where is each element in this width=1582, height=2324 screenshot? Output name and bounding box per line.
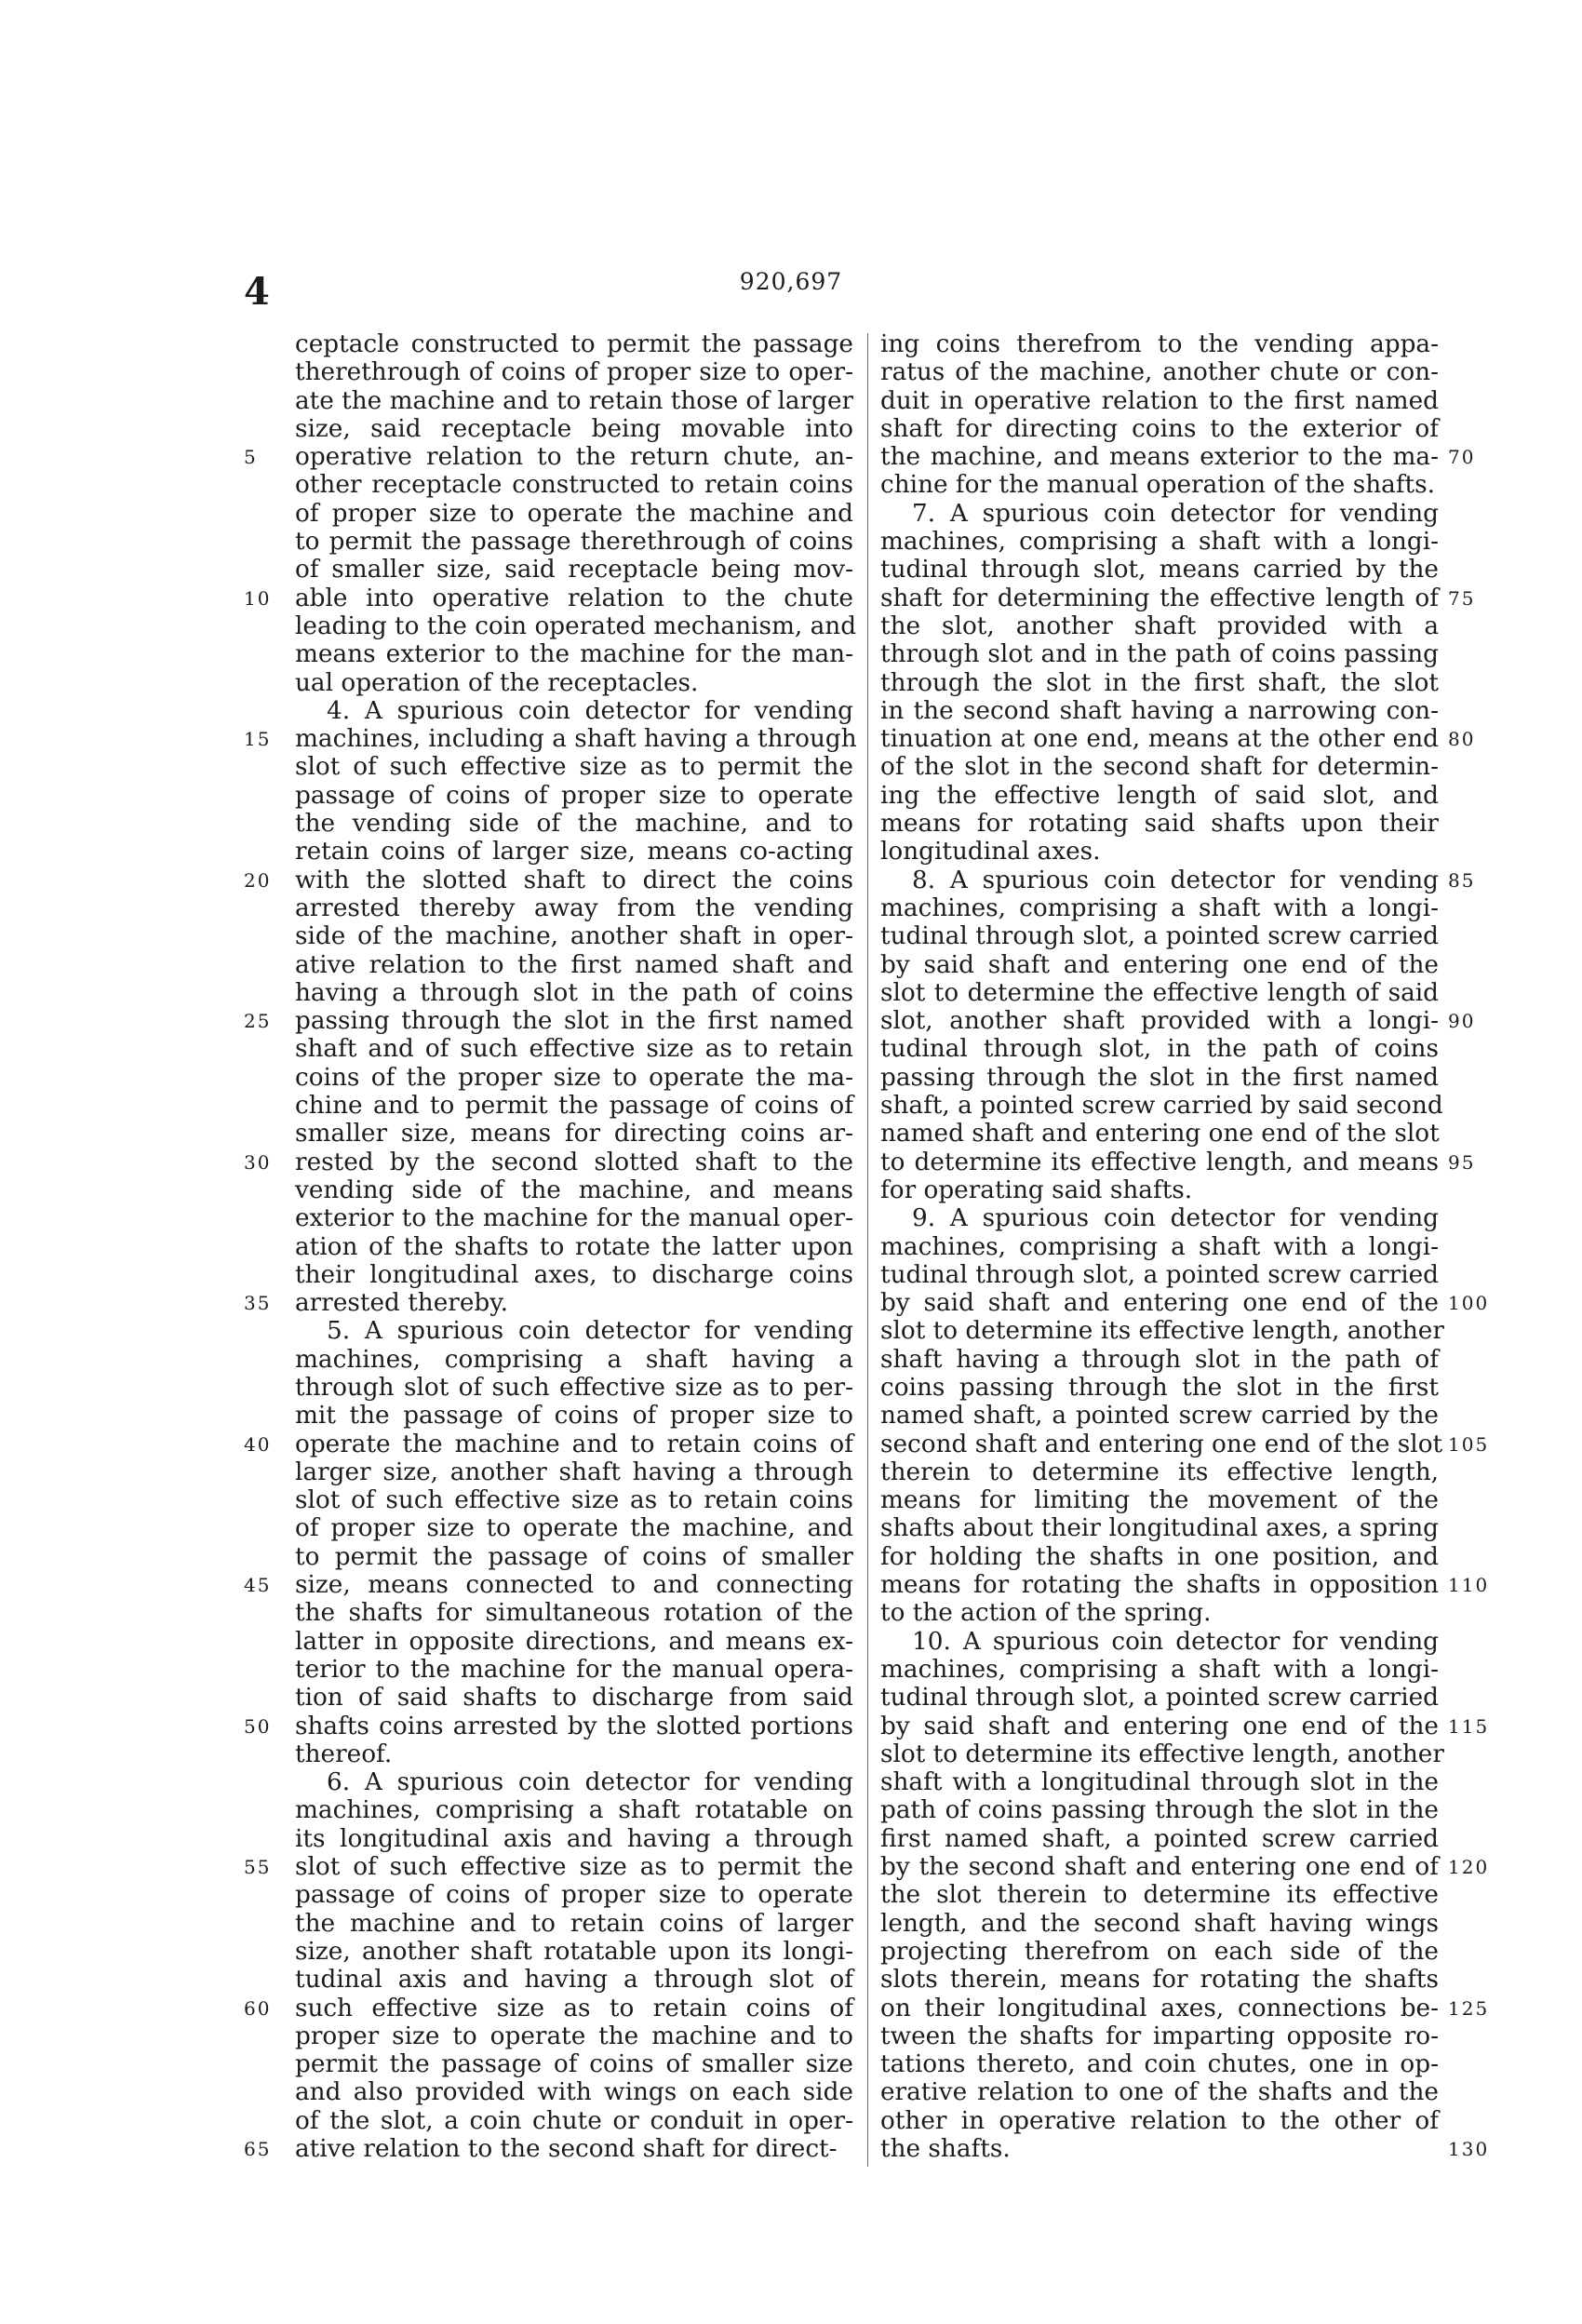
text-line: shaft and of such effective size as to retain: [295, 1035, 853, 1064]
line-number: 80: [1448, 728, 1476, 751]
text-line: machines, comprising a shaft with a longi-: [880, 1232, 1439, 1261]
text-line: named shaft, a pointed screw carried by the: [880, 1402, 1439, 1431]
text-line: tudinal through slot, means carried by the: [880, 556, 1439, 584]
line-number: 95: [1448, 1150, 1476, 1174]
text-line: 9. A spurious coin detector for vending: [912, 1204, 1439, 1233]
line-number: 50: [244, 1714, 272, 1738]
text-line: such effective size as to retain coins of: [295, 1994, 853, 2022]
text-line: therethrough of coins of proper size to oper-: [295, 358, 853, 387]
text-line: size, said receptacle being movable into: [295, 414, 853, 443]
line-number: 10: [244, 586, 272, 610]
text-line: passage of coins of proper size to operate: [295, 1881, 853, 1910]
text-line: shafts about their longitudinal axes, a spring: [880, 1514, 1439, 1543]
line-number: 100: [1448, 1292, 1490, 1315]
text-line: able into operative relation to the chute: [295, 584, 853, 612]
text-line: through slot and in the path of coins passing: [880, 640, 1439, 669]
text-line: retain coins of larger size, means co-acting: [295, 838, 853, 866]
text-line: ative relation to the first named shaft and: [295, 950, 853, 979]
text-line: tudinal through slot, a pointed screw carried: [880, 1260, 1439, 1289]
text-line: ation of the shafts to rotate the latter upon: [295, 1232, 853, 1261]
text-line: arrested thereby.: [295, 1289, 508, 1318]
text-line: on their longitudinal axes, connections be-: [880, 1994, 1439, 2022]
text-line: in the second shaft having a narrowing con-: [880, 696, 1439, 725]
text-line: the slot therein to determine its effective: [880, 1881, 1439, 1910]
text-line: vending side of the machine, and means: [295, 1175, 853, 1204]
text-line: first named shaft, a pointed screw carried: [880, 1824, 1439, 1853]
text-line: slot to determine the effective length of said: [880, 978, 1439, 1007]
line-number: 60: [244, 1996, 272, 2020]
page-number: 4: [244, 270, 268, 314]
text-line: size, another shaft rotatable upon its longi-: [295, 1937, 853, 1966]
text-line: tween the shafts for imparting opposite ro-: [880, 2022, 1439, 2050]
text-line: machines, comprising a shaft with a longi-: [880, 1655, 1439, 1684]
text-line: for operating said shafts.: [880, 1175, 1193, 1204]
text-line: to the action of the spring.: [880, 1599, 1212, 1628]
text-line: coins passing through the slot in the first: [880, 1373, 1439, 1402]
text-line: machines, comprising a shaft with a longi-: [880, 893, 1439, 922]
text-line: of the slot, a coin chute or conduit in oper-: [295, 2106, 853, 2135]
text-line: larger size, another shaft having a through: [295, 1458, 853, 1486]
text-line: the slot, another shaft provided with a: [880, 611, 1439, 640]
text-line: tinuation at one end, means at the other end: [880, 725, 1439, 754]
text-line: permit the passage of coins of smaller size: [295, 2050, 853, 2079]
text-line: machines, comprising a shaft with a longi-: [880, 528, 1439, 557]
line-number: 15: [244, 728, 272, 751]
line-number: 35: [244, 1292, 272, 1315]
text-line: therein to determine its effective length,: [880, 1458, 1439, 1486]
text-line: path of coins passing through the slot in the: [880, 1796, 1439, 1825]
text-line: ratus of the machine, another chute or con-: [880, 358, 1439, 387]
line-number: 120: [1448, 1856, 1490, 1879]
text-line: mit the passage of coins of proper size to: [295, 1402, 853, 1431]
text-line: 5. A spurious coin detector for vending: [327, 1317, 853, 1346]
line-number: 85: [1448, 868, 1476, 892]
text-line: ate the machine and to retain those of larger: [295, 386, 854, 415]
left-text-column: [295, 330, 857, 2163]
text-line: side of the machine, another shaft in oper-: [295, 922, 853, 951]
text-line: by said shaft and entering one end of the: [880, 950, 1439, 979]
text-line: shaft with a longitudinal through slot in the: [880, 1768, 1439, 1797]
text-line: exterior to the machine for the manual oper-: [295, 1204, 853, 1233]
text-line: passing through the slot in the first named: [295, 1007, 853, 1036]
text-line: the vending side of the machine, and to: [295, 810, 853, 839]
line-number: 115: [1448, 1714, 1490, 1738]
text-line: to permit the passage therethrough of coins: [295, 528, 853, 557]
text-line: second shaft and entering one end of the slot: [880, 1430, 1443, 1458]
text-line: smaller size, means for directing coins ar-: [295, 1120, 853, 1149]
text-line: tion of said shafts to discharge from said: [295, 1684, 853, 1713]
text-line: ative relation to the second shaft for direct-: [295, 2135, 838, 2163]
line-number: 25: [244, 1010, 272, 1033]
text-line: with the slotted shaft to direct the coins: [295, 866, 853, 894]
text-line: shafts coins arrested by the slotted portions: [295, 1712, 853, 1740]
text-line: slot of such effective size as to permit the: [295, 1853, 853, 1882]
text-line: proper size to operate the machine and to: [295, 2022, 853, 2050]
text-line: passing through the slot in the first named: [880, 1063, 1439, 1092]
text-line: slot, another shaft provided with a longi-: [880, 1007, 1439, 1036]
text-line: terior to the machine for the manual opera-: [295, 1655, 853, 1684]
text-line: projecting therefrom on each side of the: [880, 1937, 1439, 1966]
text-line: 10. A spurious coin detector for vending: [912, 1627, 1439, 1656]
text-line: ing coins therefrom to the vending appa-: [880, 330, 1439, 358]
text-line: for holding the shafts in one position, and: [880, 1542, 1439, 1571]
line-number: 30: [244, 1150, 272, 1174]
text-line: slot of such effective size as to permit the: [295, 753, 853, 782]
text-line: by the second shaft and entering one end of: [880, 1853, 1439, 1882]
text-line: thereof.: [295, 1740, 393, 1768]
text-line: tudinal through slot, a pointed screw carried: [880, 1684, 1439, 1713]
line-number: 130: [1448, 2138, 1490, 2161]
text-line: means for rotating the shafts in opposition: [880, 1571, 1439, 1600]
text-line: chine for the manual operation of the shafts.: [880, 471, 1435, 500]
text-line: operate the machine and to retain coins of: [295, 1430, 853, 1458]
line-number: 40: [244, 1432, 272, 1456]
text-line: 4. A spurious coin detector for vending: [327, 696, 853, 725]
text-line: shaft having a through slot in the path of: [880, 1345, 1439, 1374]
right-text-column: [880, 330, 1444, 2163]
text-line: other receptacle constructed to retain coins: [295, 471, 853, 500]
text-line: of the slot in the second shaft for determin-: [880, 753, 1439, 782]
text-line: its longitudinal axis and having a through: [295, 1824, 853, 1853]
line-number: 125: [1448, 1996, 1490, 2020]
text-line: tudinal through slot, in the path of coins: [880, 1035, 1439, 1064]
text-line: passage of coins of proper size to operate: [295, 781, 853, 810]
text-line: 8. A spurious coin detector for vending: [912, 866, 1439, 894]
text-line: of proper size to operate the machine and: [295, 499, 853, 528]
text-line: through the slot in the first shaft, the slot: [880, 668, 1439, 697]
line-number: 45: [244, 1574, 272, 1597]
text-line: other in operative relation to the other of: [880, 2106, 1439, 2135]
text-line: by said shaft and entering one end of the: [880, 1712, 1439, 1740]
line-number: 55: [244, 1856, 272, 1879]
text-line: 6. A spurious coin detector for vending: [327, 1768, 853, 1797]
text-line: machines, comprising a shaft rotatable on: [295, 1796, 853, 1825]
text-line: rested by the second slotted shaft to the: [295, 1148, 853, 1176]
text-line: leading to the coin operated mechanism, and: [295, 611, 857, 640]
line-number: 110: [1448, 1574, 1490, 1597]
text-line: coins of the proper size to operate the ma-: [295, 1063, 853, 1092]
text-line: having a through slot in the path of coins: [295, 978, 853, 1007]
text-line: ing the effective length of said slot, and: [880, 781, 1439, 810]
text-line: tudinal through slot, a pointed screw carried: [880, 922, 1439, 951]
line-number: 90: [1448, 1010, 1476, 1033]
line-number: 65: [244, 2138, 272, 2161]
text-line: of smaller size, said receptacle being mov-: [295, 556, 853, 584]
text-line: slot to determine its effective length, another: [880, 1740, 1444, 1768]
text-line: shaft for determining the effective length of: [880, 584, 1439, 612]
text-line: shaft for directing coins to the exterior of: [880, 414, 1439, 443]
line-number: 20: [244, 868, 272, 892]
text-line: means exterior to the machine for the man-: [295, 640, 853, 669]
text-line: slot to determine its effective length, another: [880, 1317, 1444, 1346]
line-number: 105: [1448, 1432, 1490, 1456]
text-line: chine and to permit the passage of coins of: [295, 1092, 853, 1121]
text-line: longitudinal axes.: [880, 838, 1101, 866]
line-number: 75: [1448, 586, 1476, 610]
text-line: slot of such effective size as to retain coins: [295, 1486, 853, 1515]
text-line: through slot of such effective size as to per-: [295, 1373, 853, 1402]
text-line: machines, including a shaft having a through: [295, 725, 857, 754]
text-line: length, and the second shaft having wings: [880, 1909, 1439, 1938]
column-divider: [867, 333, 868, 2167]
line-number: 5: [244, 446, 258, 469]
text-line: the machine and to retain coins of larger: [295, 1909, 853, 1938]
text-line: shaft, a pointed screw carried by said second: [880, 1092, 1443, 1121]
line-number: 70: [1448, 446, 1476, 469]
text-line: the shafts for simultaneous rotation of the: [295, 1599, 853, 1628]
text-line: their longitudinal axes, to discharge coins: [295, 1260, 853, 1289]
text-line: ceptacle constructed to permit the passage: [295, 330, 853, 358]
text-line: means for rotating said shafts upon their: [880, 810, 1439, 839]
text-line: tudinal axis and having a through slot of: [295, 1966, 853, 1995]
text-line: arrested thereby away from the vending: [295, 893, 853, 922]
text-line: tations thereto, and coin chutes, one in op-: [880, 2050, 1439, 2079]
text-line: to determine its effective length, and means: [880, 1148, 1439, 1176]
text-line: ual operation of the receptacles.: [295, 668, 699, 697]
text-line: slots therein, means for rotating the shafts: [880, 1966, 1439, 1995]
text-line: latter in opposite directions, and means ex-: [295, 1627, 853, 1656]
text-line: the machine, and means exterior to the ma-: [880, 443, 1439, 472]
text-line: machines, comprising a shaft having a: [295, 1345, 853, 1374]
text-line: erative relation to one of the shafts and the: [880, 2078, 1439, 2107]
patent-number: 920,697: [739, 268, 843, 295]
text-line: named shaft and entering one end of the slot: [880, 1120, 1440, 1149]
text-line: and also provided with wings on each side: [295, 2078, 853, 2107]
text-line: size, means connected to and connecting: [295, 1571, 853, 1600]
text-line: means for limiting the movement of the: [880, 1486, 1439, 1515]
text-line: 7. A spurious coin detector for vending: [912, 499, 1439, 528]
text-line: by said shaft and entering one end of the: [880, 1289, 1439, 1318]
text-line: operative relation to the return chute, an-: [295, 443, 853, 472]
text-line: the shafts.: [880, 2135, 1011, 2163]
text-line: duit in operative relation to the first named: [880, 386, 1439, 415]
text-line: to permit the passage of coins of smaller: [295, 1542, 853, 1571]
text-line: of proper size to operate the machine, and: [295, 1514, 853, 1543]
